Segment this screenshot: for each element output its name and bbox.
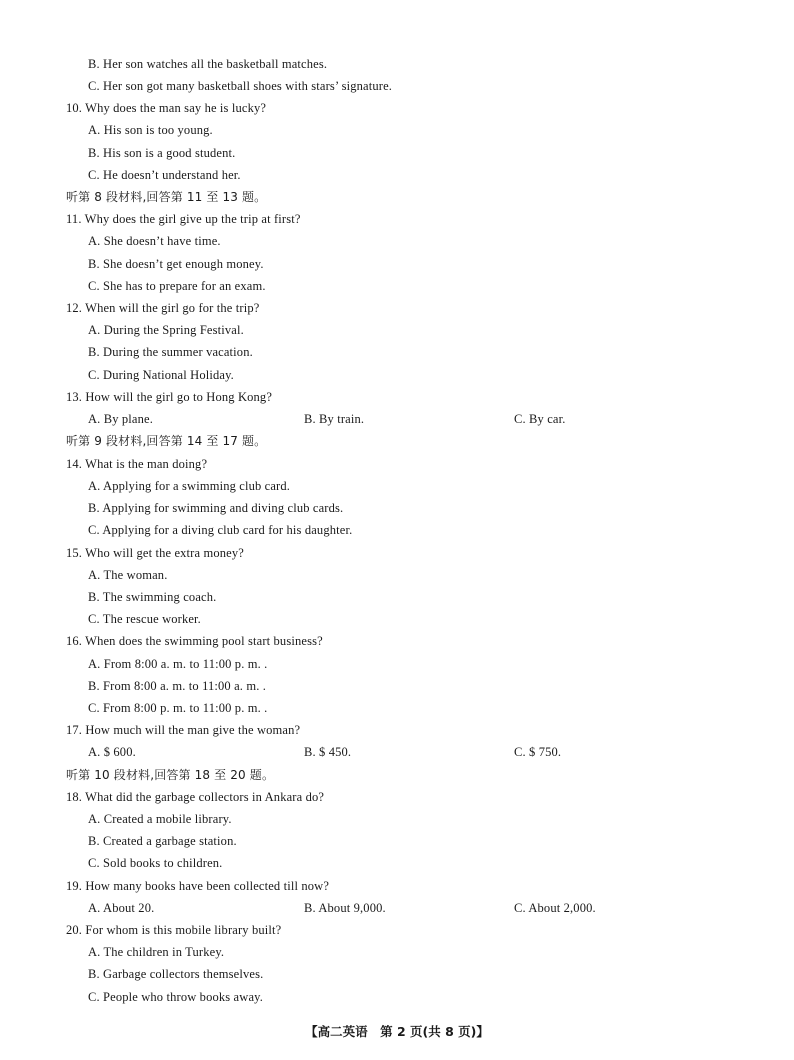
option-14a: A. Applying for a swimming club card. (88, 479, 291, 493)
question-14: 14. What is the man doing? (66, 457, 208, 471)
option-20b: B. Garbage collectors themselves. (88, 967, 264, 981)
question-13: 13. How will the girl go to Hong Kong? (66, 390, 273, 404)
option-17c: C. $ 750. (514, 745, 562, 759)
option-18c: C. Sold books to children. (88, 856, 223, 870)
option-17a: A. $ 600. (88, 745, 136, 759)
question-12: 12. When will the girl go for the trip? (66, 301, 260, 315)
option-11a: A. She doesn’t have time. (88, 234, 221, 248)
question-10: 10. Why does the man say he is lucky? (66, 101, 267, 115)
option-15c: C. The rescue worker. (88, 612, 201, 626)
option-9c: C. Her son got many basketball shoes with stars’ signature. (88, 79, 393, 93)
question-11: 11. Why does the girl give up the trip at first? (66, 212, 301, 226)
option-11b: B. She doesn’t get enough money. (88, 257, 264, 271)
option-12b: B. During the summer vacation. (88, 345, 253, 359)
option-10b: B. His son is a good student. (88, 146, 236, 160)
option-16a: A. From 8:00 a. m. to 11:00 p. m. . (88, 657, 268, 671)
option-19b: B. About 9,000. (304, 901, 386, 915)
question-20: 20. For whom is this mobile library built? (66, 923, 282, 937)
option-18a: A. Created a mobile library. (88, 812, 232, 826)
question-15: 15. Who will get the extra money? (66, 546, 244, 560)
question-17: 17. How much will the man give the woman? (66, 723, 301, 737)
option-17b: B. $ 450. (304, 745, 352, 759)
option-13b: B. By train. (304, 412, 365, 426)
option-13c: C. By car. (514, 412, 566, 426)
option-20a: A. The children in Turkey. (88, 945, 225, 959)
option-16c: C. From 8:00 p. m. to 11:00 p. m. . (88, 701, 268, 715)
option-9b: B. Her son watches all the basketball matches. (88, 57, 328, 71)
option-14c: C. Applying for a diving club card for his daughter. (88, 523, 353, 537)
option-12a: A. During the Spring Festival. (88, 323, 244, 337)
option-12c: C. During National Holiday. (88, 368, 234, 382)
option-13a: A. By plane. (88, 412, 153, 426)
option-16b: B. From 8:00 a. m. to 11:00 a. m. . (88, 679, 267, 693)
section-8-instruction: 听第 8 段材料,回答第 11 至 13 题。 (66, 190, 267, 204)
option-15a: A. The woman. (88, 568, 168, 582)
section-10-instruction: 听第 10 段材料,回答第 18 至 20 题。 (66, 768, 275, 782)
option-10c: C. He doesn’t understand her. (88, 168, 241, 182)
question-18: 18. What did the garbage collectors in Ankara do? (66, 790, 325, 804)
option-19c: C. About 2,000. (514, 901, 596, 915)
question-16: 16. When does the swimming pool start business? (66, 634, 323, 648)
option-11c: C. She has to prepare for an exam. (88, 279, 266, 293)
option-14b: B. Applying for swimming and diving club cards. (88, 501, 344, 515)
section-9-instruction: 听第 9 段材料,回答第 14 至 17 题。 (66, 434, 267, 448)
option-10a: A. His son is too young. (88, 123, 213, 137)
option-18b: B. Created a garbage station. (88, 834, 237, 848)
page-footer: 【高二英语 第 2 页(共 8 页)】 (305, 1024, 489, 1039)
question-19: 19. How many books have been collected till now? (66, 879, 330, 893)
option-19a: A. About 20. (88, 901, 155, 915)
option-20c: C. People who throw books away. (88, 990, 263, 1004)
option-15b: B. The swimming coach. (88, 590, 217, 604)
